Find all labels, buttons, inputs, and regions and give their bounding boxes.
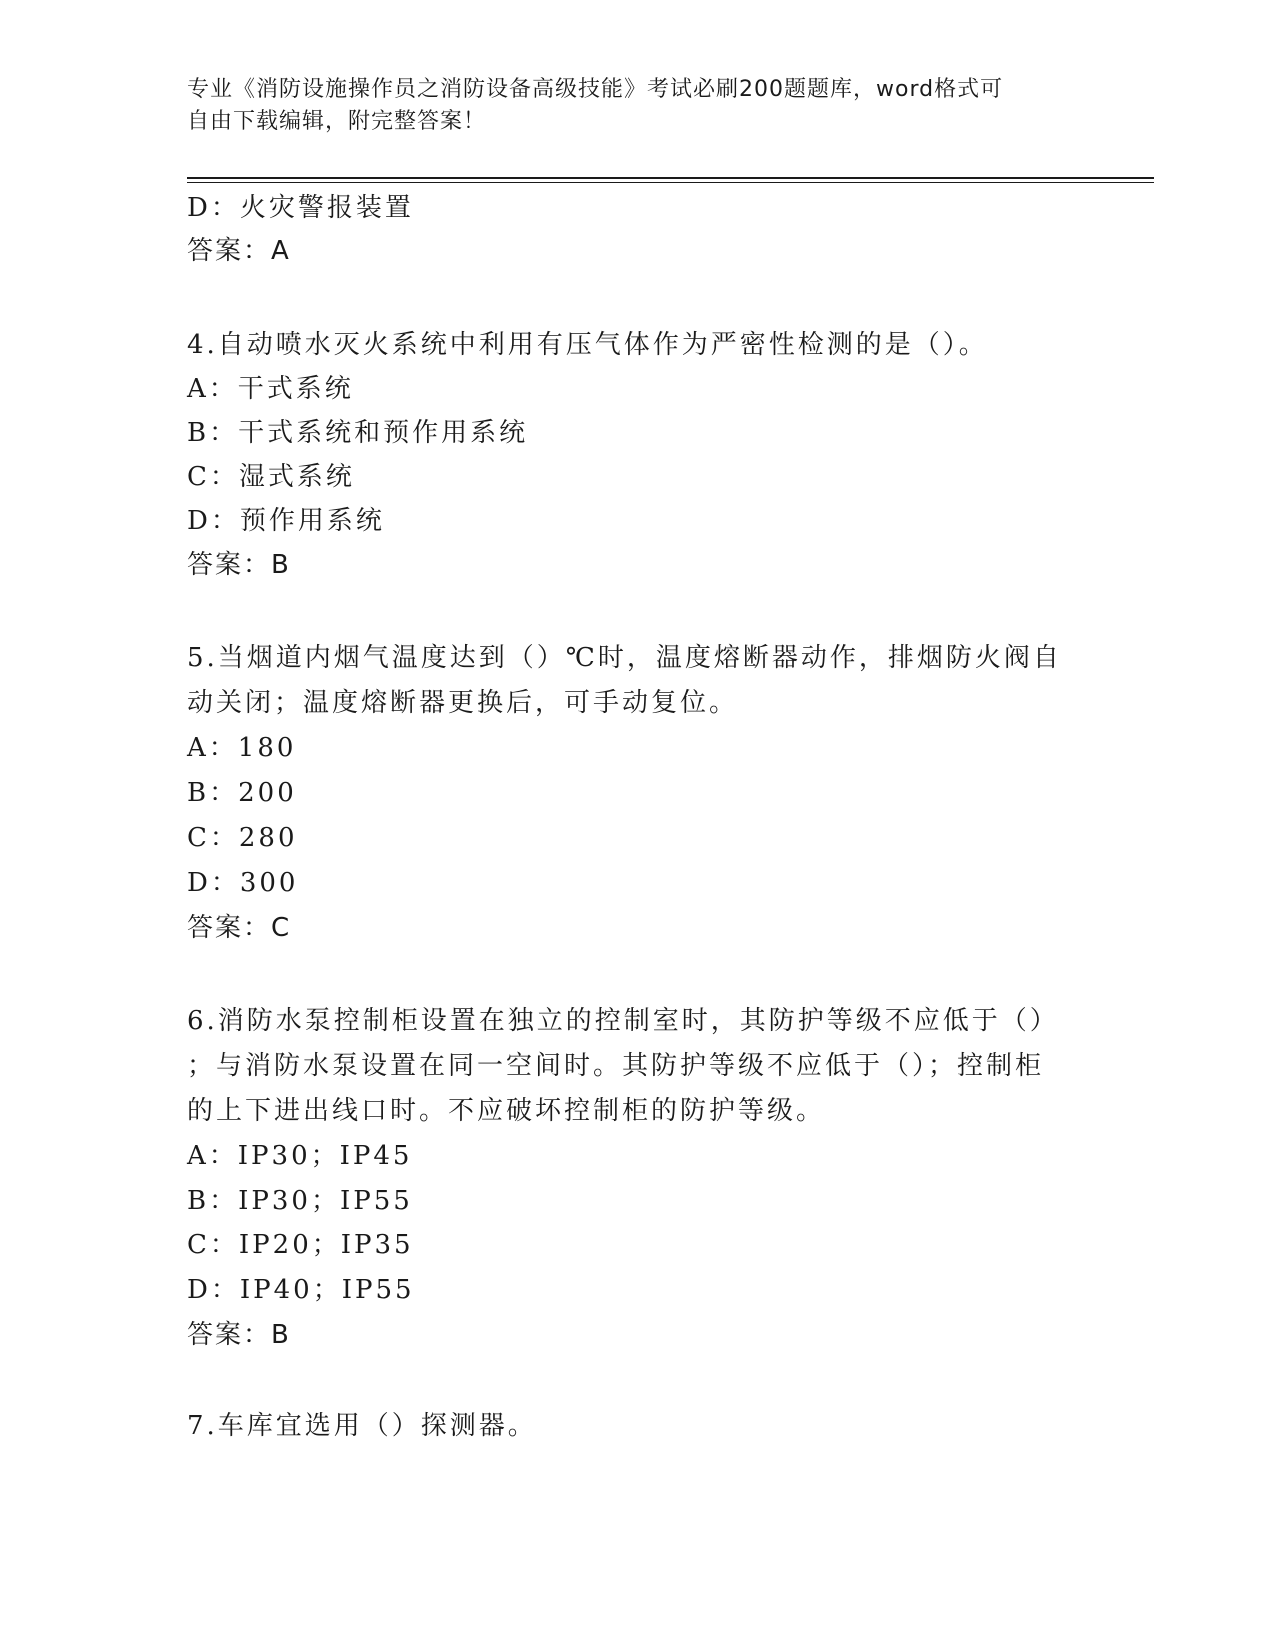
q6-stem-line-1: 6.消防水泵控制柜设置在独立的控制室时，其防护等级不应低于（）	[187, 1006, 1059, 1036]
q4-stem: 4.自动喷水灭火系统中利用有压气体作为严密性检测的是（）。	[187, 330, 988, 360]
q5-answer: 答案：C	[187, 913, 292, 943]
q7-stem: 7.车库宜选用（）探测器。	[187, 1411, 537, 1441]
q5-option-b: B：200	[187, 778, 297, 808]
q3-option-d: D：火灾警报装置	[187, 193, 414, 223]
q5-option-d: D：300	[187, 868, 299, 898]
q6-option-a: A：IP30；IP45	[187, 1141, 413, 1171]
q4-option-b: B：干式系统和预作用系统	[187, 418, 529, 448]
q6-option-d: D：IP40；IP55	[187, 1275, 415, 1305]
document-header	[187, 74, 1087, 138]
header-title-line-1: 专业《消防设施操作员之消防设备高级技能》考试必刷200题题库，word格式可	[187, 77, 1004, 102]
q6-answer: 答案：B	[187, 1320, 291, 1350]
q6-stem-line-2: ；与消防水泵设置在同一空间时。其防护等级不应低于（）；控制柜	[187, 1051, 1045, 1081]
q5-option-c: C：280	[187, 823, 298, 853]
q4-option-c: C：湿式系统	[187, 462, 355, 492]
header-divider-thin	[187, 182, 1154, 183]
q5-option-a: A：180	[187, 733, 297, 763]
q4-answer: 答案：B	[187, 550, 291, 580]
q4-option-d: D：预作用系统	[187, 506, 385, 536]
q4-option-a: A：干式系统	[187, 374, 354, 404]
q6-option-b: B：IP30；IP55	[187, 1186, 413, 1216]
q6-option-c: C：IP20；IP35	[187, 1230, 414, 1260]
q6-stem-line-3: 的上下进出线口时。不应破坏控制柜的防护等级。	[187, 1096, 826, 1126]
header-divider-thick	[187, 177, 1154, 179]
q5-stem-line-2: 动关闭；温度熔断器更换后，可手动复位。	[187, 688, 739, 718]
q3-answer: 答案：A	[187, 236, 291, 266]
q5-stem-line-1: 5.当烟道内烟气温度达到（）℃时，温度熔断器动作，排烟防火阀自	[187, 643, 1062, 673]
header-title-line-2: 自由下载编辑，附完整答案！	[187, 109, 487, 134]
